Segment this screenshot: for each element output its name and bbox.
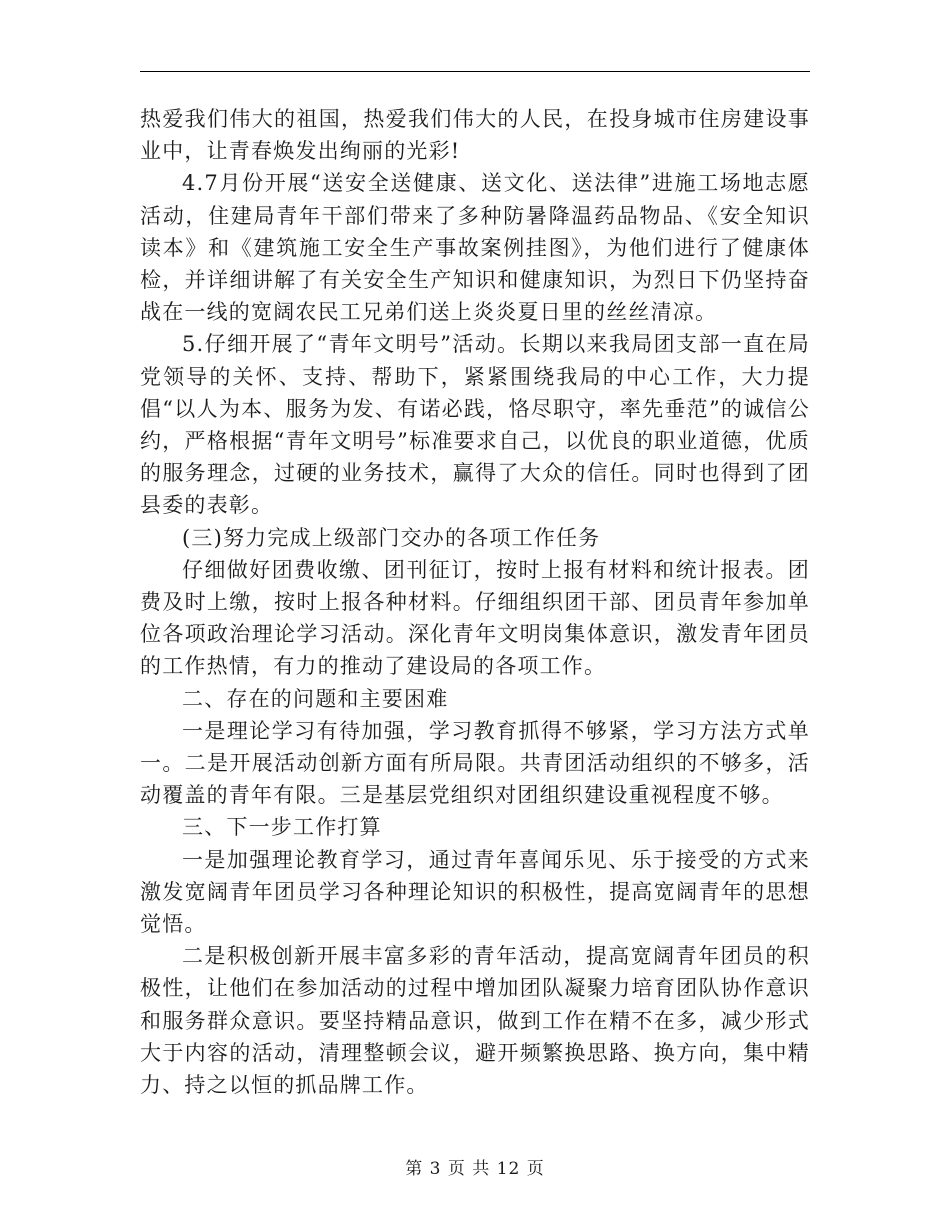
- page-body: [140, 103, 810, 1101]
- paragraph-next-steps-2: 二是积极创新开展丰富多彩的青年活动，提高宽阔青年团员的积极性，让他们在参加活动的过程中增加团队凝聚力培育团队协作意识和服务群众意识。要坚持精品意识，做到工作在精不在多，减少形式大于内容的活动，清理整顿会议，避开频繁换思路、换方向，集中精力、持之以恒的抓品牌工作。: [140, 944, 810, 1098]
- paragraph-item-5: 5.仔细开展了“青年文明号”活动。长期以来我局团支部一直在局党领导的关怀、支持、帮助下，紧紧围绕我局的中心工作，大力提倡“以人为本、服务为发、有诺必践，恪尽职守，率先垂范”的诚信公约，严格根据“青年文明号”标准要求自己，以优良的职业道德，优质的服务理念，过硬的业务技术，赢得了大众的信任。同时也得到了团县委的表彰。: [140, 332, 810, 518]
- section-heading-next-steps: 三、下一步工作打算: [182, 815, 382, 840]
- footer-current-page: 3: [429, 1159, 442, 1179]
- footer-prefix: 第: [405, 1159, 424, 1179]
- paragraph-next-steps-1: 一是加强理论教育学习，通过青年喜闻乐见、乐于接受的方式来激发宽阔青年团员学习各种理论知识的积极性，提高宽阔青年的思想觉悟。: [140, 847, 810, 937]
- footer-total-unit: 页: [526, 1159, 545, 1179]
- paragraph-problems: 一是理论学习有待加强，学习教育抓得不够紧，学习方法方式单一。二是开展活动创新方面有所局限。共青团活动组织的不够多，活动覆盖的青年有限。三是基层党组织对团组织建设重视程度不够。: [140, 718, 810, 808]
- section-heading-tasks: (三)努力完成上级部门交办的各项工作任务: [182, 525, 601, 550]
- paragraph-continuation: 热爱我们伟大的祖国，热爱我们伟大的人民，在投身城市住房建设事业中，让青春焕发出绚丽的光彩!: [140, 107, 810, 164]
- footer-page-unit: 页: [447, 1159, 466, 1179]
- header-rule: [140, 71, 810, 72]
- footer-total-pages: 12: [496, 1159, 521, 1179]
- footer-total-word: 共: [472, 1159, 491, 1179]
- paragraph-item-4: 4.7月份开展“送安全送健康、送文化、送法律”进施工场地志愿活动，住建局青年干部们带来了多种防暑降温药品物品、《安全知识读本》和《建筑施工安全生产事故案例挂图》，为他们进行了健康体检，并详细讲解了有关安全生产知识和健康知识，为烈日下仍坚持奋战在一线的宽阔农民工兄弟们送上炎炎夏日里的丝丝清凉。: [140, 171, 810, 325]
- section-heading-problems: 二、存在的问题和主要困难: [182, 686, 449, 711]
- paragraph-tasks: 仔细做好团费收缴、团刊征订，按时上报有材料和统计报表。团费及时上缴，按时上报各种材料。仔细组织团干部、团员青年参加单位各项政治理论学习活动。深化青年文明岗集体意识，激发青年团员的工作热情，有力的推动了建设局的各项工作。: [140, 557, 810, 679]
- page-number-footer: [0, 1154, 950, 1179]
